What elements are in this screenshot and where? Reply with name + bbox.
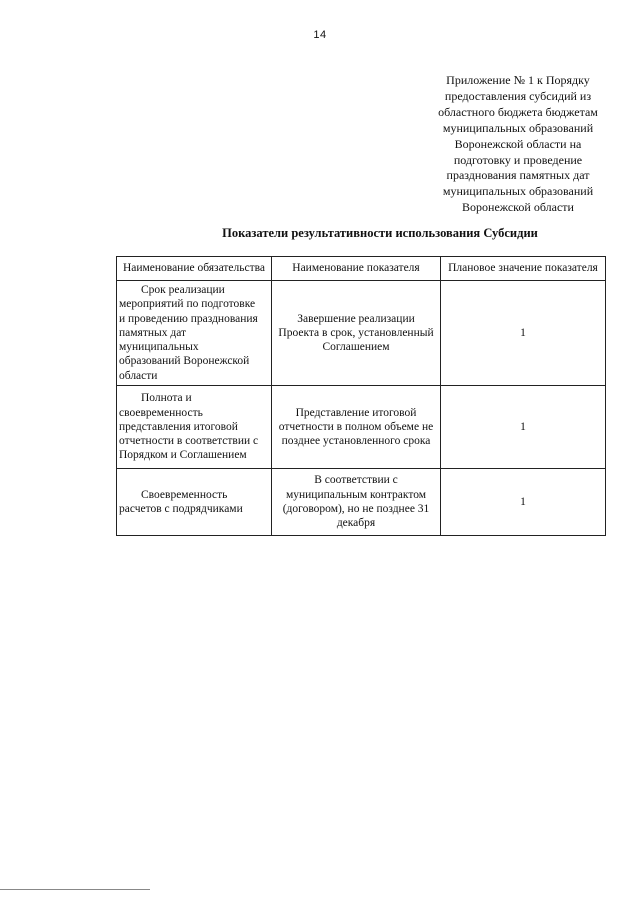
obligation-cell [117,281,272,386]
document-title: Показатели результативности использования Субсидии [222,226,538,240]
cell-line: В соответствии с [314,474,398,487]
cell-line: Срок реализации [141,283,225,296]
indicators-table [116,256,606,536]
table-header-row [117,257,606,281]
planned-value-cell: 1 [441,386,606,469]
cell-line: декабря [336,517,376,530]
cell-line: муниципальным контрактом [285,488,427,501]
cell-line: Полнота и [141,392,192,405]
appendix-note-line: муниципальных образований [442,184,594,199]
appendix-note-line: предоставления субсидий из [444,88,592,103]
cell-line: представления итоговой [119,420,238,433]
indicator-cell [272,469,441,536]
cell-line: Представление итоговой [295,406,417,419]
cell-line: Проекта в срок, установленный [278,326,434,339]
cell-line: и проведению празднования [119,312,258,325]
appendix-note-line: областного бюджета бюджетам [438,104,598,119]
table-row [117,469,606,536]
cell-line: расчетов с подрядчиками [119,503,243,515]
indicator-cell [272,386,441,469]
header-obligation: Наименование обязательства [117,257,272,281]
appendix-note-line: Приложение № 1 к Порядку [446,73,590,87]
cell-line: мероприятий по подготовке [119,298,256,311]
appendix-note-line: празднования памятных дат [446,168,590,183]
cell-line: позднее установленного срока [281,435,431,448]
appendix-note-line: муниципальных образований [442,120,594,135]
header-indicator: Наименование показателя [272,257,441,281]
cell-line: Соглашением [322,341,390,354]
appendix-note-line: подготовку и проведение [453,152,583,167]
page-number: 14 [313,29,327,41]
header-planned-value: Плановое значение показателя [441,257,606,281]
cell-line: отчетности в соответствии с [119,435,259,448]
cell-line: Порядком и Соглашением [119,449,247,462]
cell-line: памятных дат [119,326,187,339]
table-row [117,386,606,469]
cell-line: области [119,369,158,382]
cell-line: Завершение реализации [297,312,415,325]
appendix-note [380,73,640,216]
cell-line: своевременность [119,406,203,419]
cell-line: Своевременность [141,488,228,501]
planned-value-cell: 1 [441,281,606,386]
planned-value-cell: 1 [441,469,606,536]
appendix-note-line: Воронежской области на [454,136,582,151]
cell-line: (договором), но не позднее 31 [282,503,430,515]
obligation-cell [117,386,272,469]
obligation-cell [117,469,272,536]
cell-line: муниципальных [119,341,199,354]
cell-line: отчетности в полном объеме не [278,420,434,433]
indicator-cell [272,281,441,386]
cell-line: образований Воронежской [119,355,250,368]
table-row [117,281,606,386]
footer-divider [0,889,150,890]
appendix-note-line: Воронежской области [462,200,574,215]
